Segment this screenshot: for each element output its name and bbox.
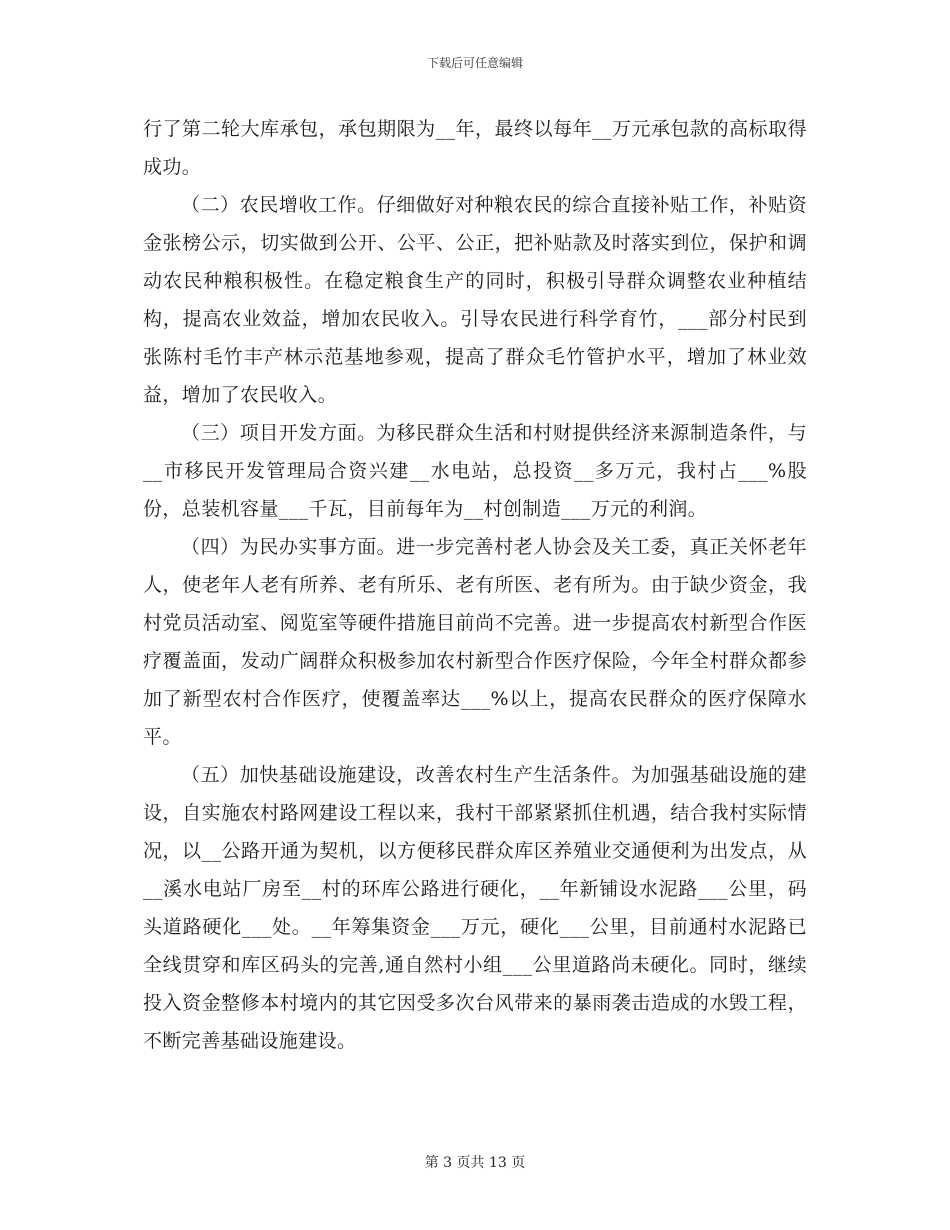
page-header: 下载后可任意编辑	[426, 56, 523, 70]
paragraph-continuation: 行了第二轮大库承包，承包期限为__年，最终以每年__万元承包款的高标取得成功。	[143, 118, 807, 178]
paragraph-infrastructure: （五）加快基础设施建设，改善农村生产生活条件。为加强基础设施的建设，自实施农村路网建设工程以来，我村干部紧紧抓住机遇，结合我村实际情况，以__公路开通为契机，以方便移民群众库区养殖业交通便利为出发点，从__溪水电站厂房至__村的环库公路进行硬化，__年新铺设水泥路___公里，码头道路硬化___处。__年筹集资金___万元，硬化___公里，目前通村水泥路已全线贯穿和库区码头的完善,通自然村小组___公里道路尚未硬化。同时，继续投入资金整修本村境内的其它因受多次台风带来的暴雨袭击造成的水毁工程，不断完善基础设施建设。	[143, 764, 807, 1052]
document-body	[143, 110, 807, 1060]
page-number: 第 3 页共 13 页	[424, 1155, 526, 1171]
paragraph-public-service: （四）为民办实事方面。进一步完善村老人协会及关工委，真正关怀老年人，使老年人老有所养、老有所乐、老有所医、老有所为。由于缺少资金，我村党员活动室、阅览室等硬件措施目前尚不完善。进一步提高农村新型合作医疗覆盖面，发动广阔群众积极参加农村新型合作医疗保险，今年全村群众都参加了新型农村合作医疗，使覆盖率达___%以上，提高农民群众的医疗保障水平。	[143, 536, 807, 748]
paragraph-farmer-income: （二）农民增收工作。仔细做好对种粮农民的综合直接补贴工作，补贴资金张榜公示，切实做到公开、公平、公正，把补贴款及时落实到位，保护和调动农民种粮积极性。在稳定粮食生产的同时，积极引导群众调整农业种植结构，提高农业效益，增加农民收入。引导农民进行科学育竹，___部分村民到张陈村毛竹丰产林示范基地参观，提高了群众毛竹管护水平，增加了林业效益，增加了农民收入。	[143, 194, 807, 406]
paragraph-project-development: （三）项目开发方面。为移民群众生活和村财提供经济来源制造条件，与__市移民开发管理局合资兴建__水电站，总投资__多万元，我村占___%股份，总装机容量___千瓦，目前每年为__村创制造___万元的利润。	[143, 422, 807, 520]
